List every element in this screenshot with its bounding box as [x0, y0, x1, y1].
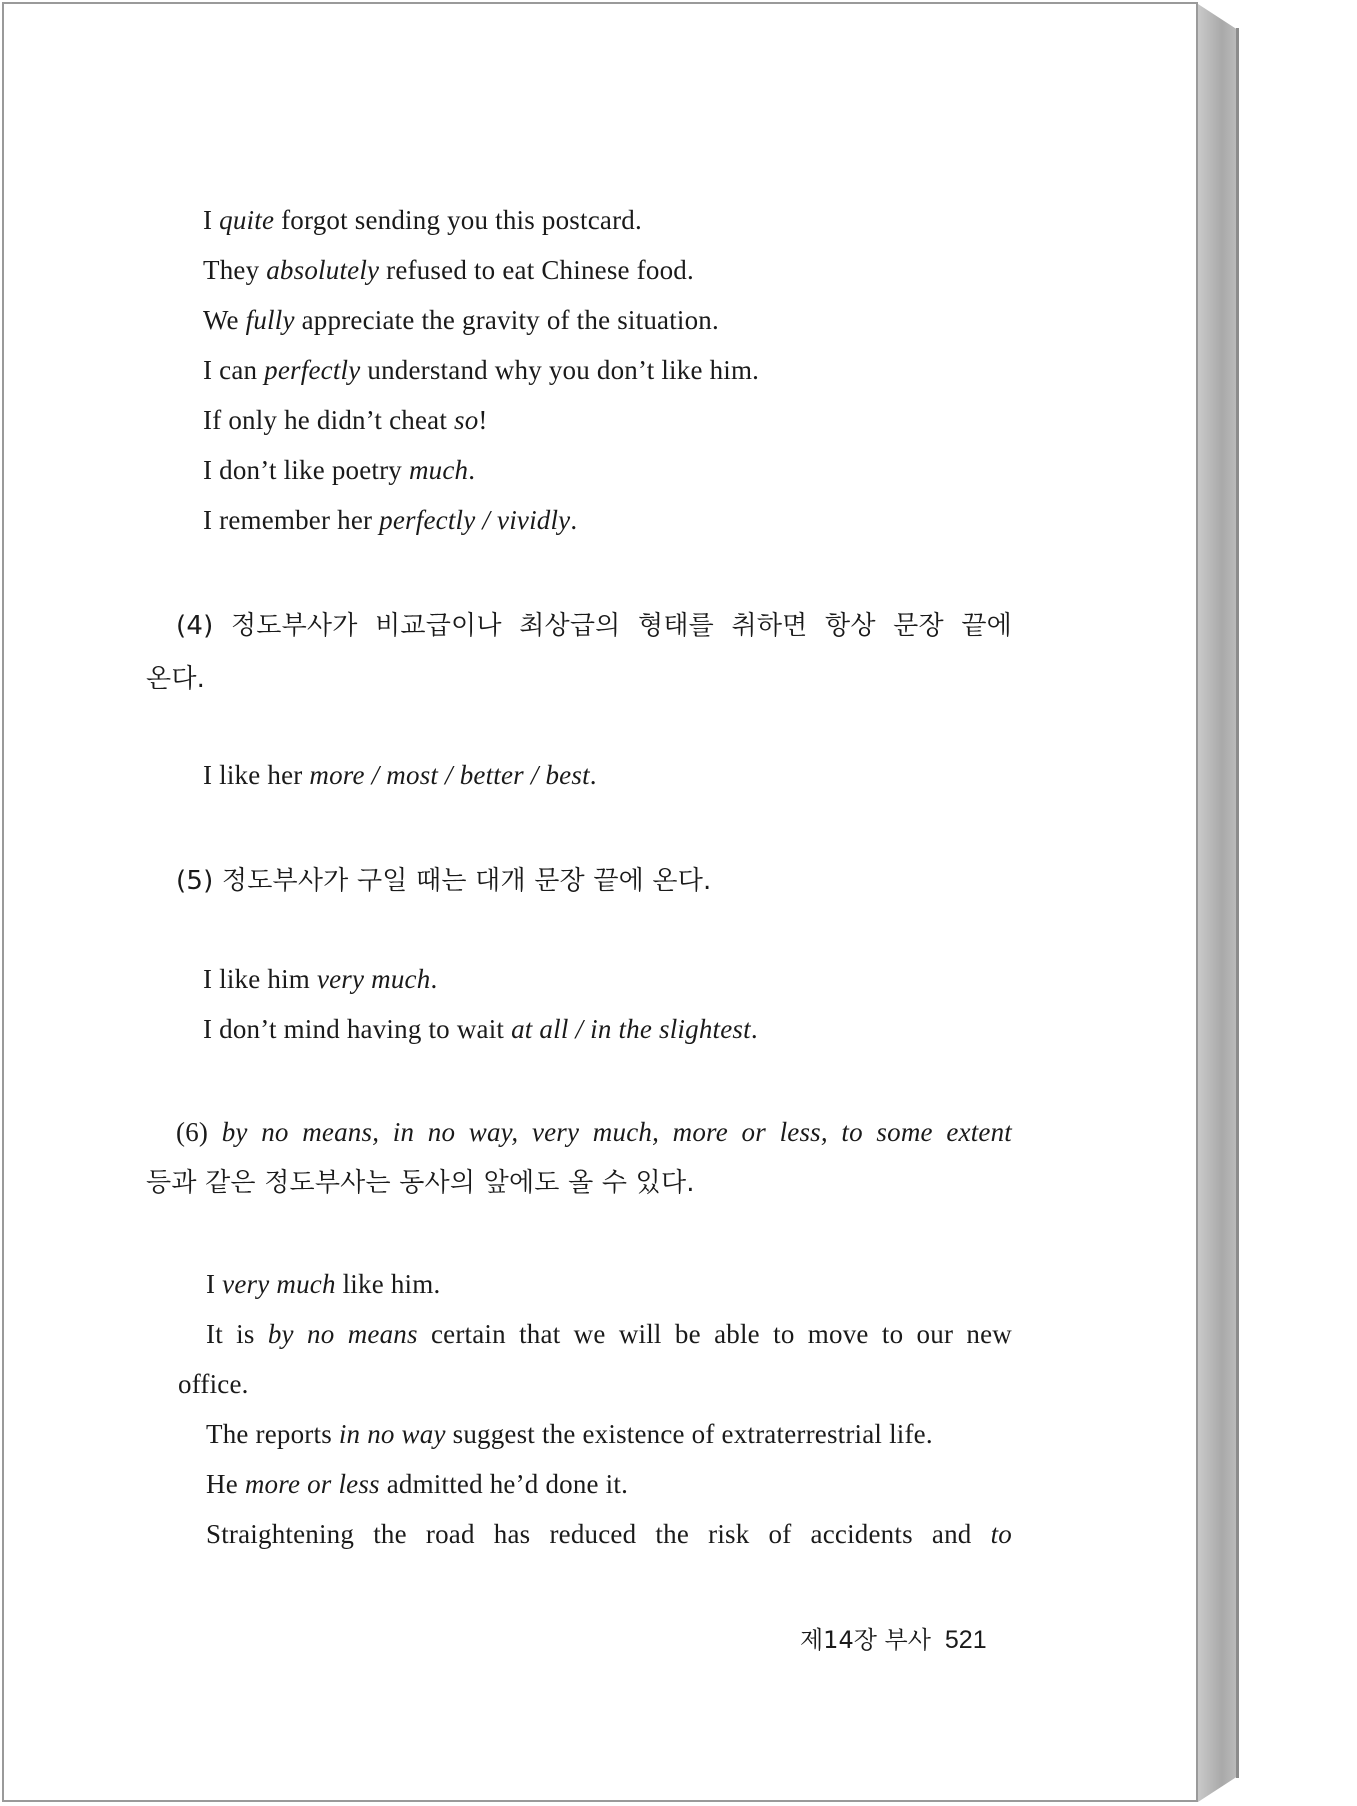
page-footer: [800, 1620, 987, 1655]
example-sentence: I remember her perfectly / vividly.: [203, 505, 578, 535]
chapter-label: 제14장 부사: [800, 1626, 931, 1654]
example-sentence: I don’t mind having to wait at all / in the slightest.: [203, 1014, 758, 1044]
rule-heading-6-continued: 등과 같은 정도부사는 동사의 앞에도 올 수 있다.: [146, 1168, 695, 1198]
rule-heading-4: (4) 정도부사가 비교급이나 최상급의 형태를 취하면 항상 문장 끝에: [176, 611, 1012, 641]
rule-heading-5: (5) 정도부사가 구일 때는 대개 문장 끝에 온다.: [176, 866, 712, 896]
example-sentence: I quite forgot sending you this postcard.: [203, 205, 642, 235]
example-sentence: I like him very much.: [203, 964, 438, 994]
example-sentence: I very much like him.: [206, 1269, 441, 1299]
example-sentence: He more or less admitted he’d done it.: [206, 1469, 629, 1499]
rule-heading-4-continued: 온다.: [146, 664, 206, 694]
example-sentence: They absolutely refused to eat Chinese food.: [203, 255, 694, 285]
example-sentence: If only he didn’t cheat so!: [203, 405, 488, 435]
page-number: 521: [944, 1626, 987, 1654]
example-sentence: I like her more / most / better / best.: [203, 760, 597, 790]
example-sentence: I can perfectly understand why you don’t like him.: [203, 355, 760, 385]
example-sentence: I don’t like poetry much.: [203, 455, 476, 485]
example-sentence: It is by no means certain that we will be able to move to our new: [206, 1319, 1012, 1349]
example-sentence: The reports in no way suggest the existence of extraterrestrial life.: [206, 1419, 933, 1449]
page-edge-line: [1236, 28, 1239, 1778]
example-sentence-continued: office.: [178, 1369, 249, 1399]
page-edge-shadow: [1198, 4, 1238, 1802]
example-sentence: Straightening the road has reduced the risk of accidents and to: [206, 1519, 1012, 1549]
example-sentence: We fully appreciate the gravity of the situation.: [203, 305, 719, 335]
rule-heading-6: (6) by no means, in no way, very much, more or less, to some extent: [176, 1117, 1012, 1147]
